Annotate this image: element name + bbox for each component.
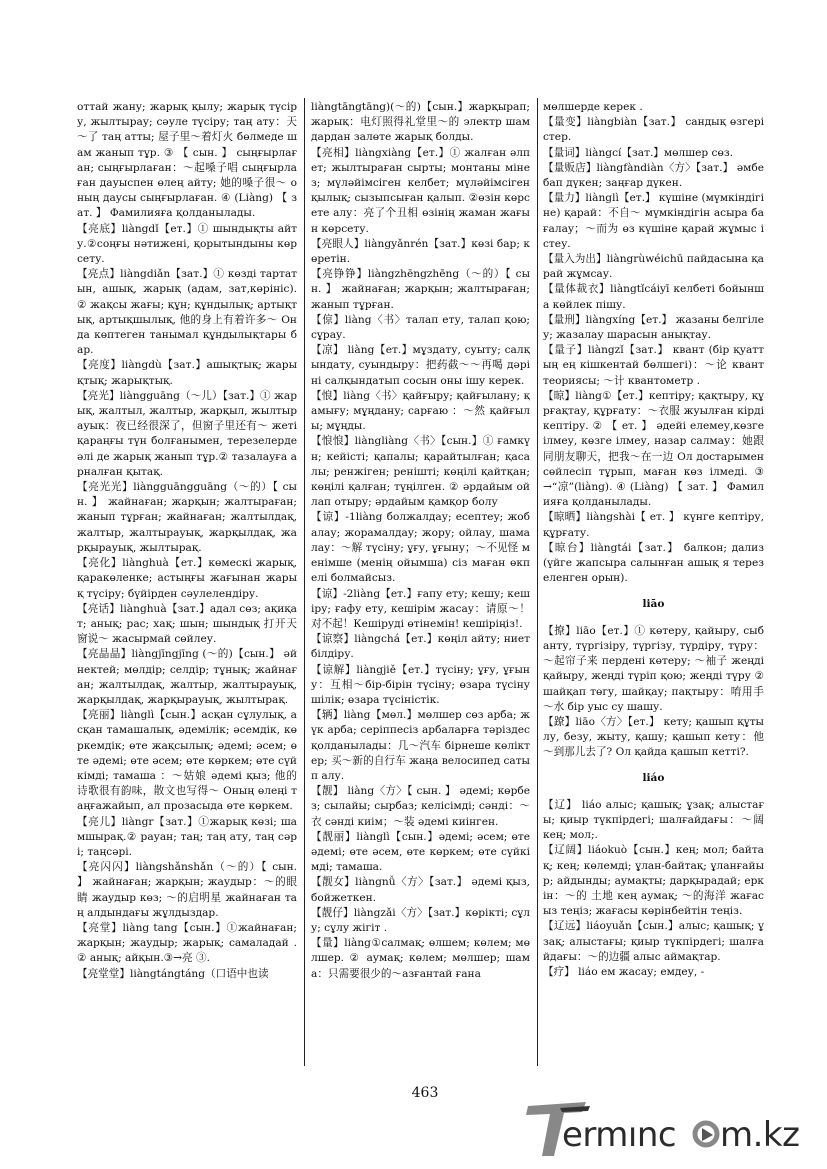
column-right [543, 100, 764, 1060]
dictionary-entry: 【疗】 liáo ем жасау; емдеу, - [543, 965, 705, 978]
dictionary-entry: liàngtāngtāng)(～的)【сын.】жарқырап; жарық：电灯照得礼堂里～的 электр шамдардан залөте жарық болды. [311, 101, 530, 144]
dictionary-entry: 【亮度】liàngdù【зат.】ашықтық; жарықтық; жарықтық. [77, 359, 297, 387]
dictionary-entry: 【亮相】liàngxiàng【ет.】① жалған әлпет; жылтыраған сырты; монтаны мінез; мүләйімсіген келбет; мүләйімсіген қылық; сызыпсыған қалып. ②өзін көрсете алу：亮了个丑相 өзінің жаман жағын көрсету. [311, 146, 530, 235]
column-middle [311, 100, 530, 1060]
dictionary-entry: 【量体裁衣】liàngtǐcáiyī келбеті бойынша көйлек пішу. [543, 283, 764, 311]
dictionary-entry: 【亮铮铮】liàngzhēngzhēng（～的）【 сын. 】 жайнаған; жарқын; жалтыраған; жанып тұрған. [311, 268, 530, 311]
dictionary-entry: 【量词】liàngcí【зат.】мөлшер сөз. [543, 146, 733, 159]
termincom-logo [524, 1100, 814, 1160]
dictionary-entry: 【靓】 liàng〈方〉【 сын. 】 әдемі; көрбез; сылайы; сырбаз; келісімді; сәнді：～衣 сәнді киім；～装 әдемі киінген. [311, 785, 530, 828]
dictionary-entry: 【晾晒】liàngshài【 ет. 】 күнге кептіру,құрғату. [543, 511, 764, 539]
dictionary-entry: 【量入为出】liàngrùwéichū пайдасына қарай жұмсау. [543, 253, 764, 281]
dictionary-entry: 【亮儿】liàngr【зат.】①жарық көзі; шамшырақ.② рауан; таң; таң ату, таң сәрі; таңсәрі. [77, 815, 297, 858]
dictionary-entry: 【量刑】liàngxíng【ет.】 жазаны белгілеу; жазалау шарасын анықтау. [543, 313, 764, 342]
dictionary-entry: 【悢】liàng〈书〉қайғыру; қайғылану; қамығу; мұңдану; сарғаю ：～然 қайғылы; мұңды. [311, 389, 530, 433]
dictionary-entry: 【亮光光】liàngguāngguāng（～的）【 сын. 】 жайнаған; жарқын; жалтыраған; жанып тұрған; жайнаған; жалтылдақ, жалтыр, жалтырауық, жарқылдақ, жарқырауық, жылтырақ. [77, 481, 297, 554]
column-divider [304, 98, 305, 1066]
section-heading: liáo [642, 771, 665, 784]
dictionary-entry: 【亮点】liàngdiǎn【зат.】① көзді тартатын, ашық, жарық (адам, зат,көрініс). ② жақсы жағы; құн; құндылық; артықтық, артықшылық, 他的身上有着许多～ Онда көптеген танымал құндылықтары бар. [77, 268, 297, 357]
dictionary-entry: 【凉】 liàng【ет.】мұздату, суыту; салқындату, суындыру：把药截～～再喝 дәріні салқындатып сосын оны ішу керек. [311, 344, 530, 387]
dictionary-entry: 【靓女】liàngnǚ〈方〉【зат.】 әдемі қыз,бойжеткен. [311, 876, 530, 904]
dictionary-entry: 【晾】liàng①【ет.】кептіру; қақтыру, құрғақтау, құрғату：～衣服 жуылған кірді кептіру. ② 【 ет. 】 әдейі елемеу,көзге ілмеу, көзге ілмеу, назар салмау：她跟同朋友聊天，把我～在一边 Ол достарымен сөйлесіп тұрып, маған көз ілмеді. ③→“凉”(liàng). ④ (Liàng) 【 зат. 】 Фамилияға қолданылады. [543, 389, 764, 509]
dictionary-entry: 【亮化】liànghuà【ет.】көмескі жарық, қаракөленке; астыңғы жағынан жарық түсіру; бүйірден сәулелендіру. [77, 557, 297, 600]
dictionary-entry: 【量子】liàngzǐ【зат.】 квант (бір қуаттың ең кішкентай бөлшегі)：～论 квант теориясы; ～计 квантометр . [543, 344, 764, 387]
dictionary-entry: 【辽】 liáo алыс; қашық; ұзақ; алыстағы; қиыр түкпірдегі; шалғайдағы：～阔 кең; мол;. [543, 798, 764, 842]
dictionary-entry: 【亮闪闪】liàngshǎnshǎn（～的）【 сын. 】 жайнаған; жарқын; жаудыр：～的眼睛 жаудыр көз; ～的启明星 жайнаған таң алдындағы жұлдыздар. [77, 861, 297, 919]
dictionary-entry: 【亮堂】liàng tang【сын.】①жайнаған; жарқын; жаудыр; жарық; самаладай .② анық; айқын.③→亮 ③. [77, 921, 297, 965]
page-number: 463 [411, 1085, 439, 1101]
dictionary-entry: 【量】liàng①салмақ; өлшем; көлем; мөлшер. ② аумақ; көлем; мөлшер; шама：只需要很少的～азғантай ғана [311, 937, 530, 980]
column-divider [537, 98, 538, 1066]
dictionary-entry: оттай жану; жарық қылу; жарық түсіру, жылтырау; сәуле түсіру; таң ату：天～了 таң атты; 屋子里～着灯火 бөлмеде шам жанып тұр. ③ 【 сын. 】 сыңғырлаған; сыңғырлаған：～起嗓子唱 сыңғырлаған дауыспен өлең айту; 她的嗓子很～ оның даусы сыңғырлаған. ④ (Liàng) 【 зат. 】 Фамилияға қолданылады. [77, 101, 297, 220]
svg-text:ermınc: ermınc [562, 1115, 677, 1155]
dictionary-entry: 【撩】liāo【ет.】① көтеру, қайыру, сыбанту, түргізіру, түргізу, түрдіру, түру：～起帘子来 пердені көтеру; ～袖子 жеңді қайыру, жеңді түріп қою; жеңді түру ② шайқап төгу, шайқау; пақтыру：唷用手～水 бір уыс су шашу. [543, 624, 764, 713]
dictionary-entry: 【亮晶晶】liàngjīngjīng (～的)【сын.】 әйнектей; мөлдір; селдір; тұнық; жайнаған; жалтылдақ, жалтыр, жалтырауық, жарқылдақ, жарқырауық, жылтырақ. [77, 648, 297, 706]
dictionary-entry: 【量力】liànglì【ет.】 күшіне (мүмкіндігіне) қарай：不自～ мүмкіндігін асыра бағалау；～而为 өз күшіне қарай жұмыс істеу. [543, 192, 764, 250]
dictionary-entry: 【量贩店】liàngfàndiàn〈方〉【зат.】 әмбебап дүкен; заңғар дүкен. [543, 161, 764, 190]
dictionary-entry: 【亮丽】liànglì【сын.】асқан сұлулық, асқан тамашалық, әдемілік; әсемдік, көркемдік; өте жақсылық; әдемі; әсем; өте әдемі; өте әсем; өте көркем; өте сүйкімді; тамаша ：～姑娘 әдемі қыз; 他的诗歌很有韵味，散文也写得～ Оның өлеңі таңғажайып, ал прозасыда өте көркем. [77, 709, 297, 813]
dictionary-entry: 【晾台】liàngtái【зат.】 балкон; дализ (үйге жапсыра салынған ашық я терезеленген орын). [543, 541, 764, 585]
section-heading: liāo [642, 597, 665, 610]
dictionary-entry: 【辆】liàng【мөл.】мөлшер сөз арба; жүк арба; серіппесіз арбаларға тәріздес қолданылады：几～汽车 бірнеше көліктер; 买～新的自行车 жаңа велосипед сатып алу. [311, 709, 530, 782]
dictionary-entry: мөлшерде керек . [543, 101, 643, 113]
dictionary-entry: 【辽阔】liáokuò【сын.】кең; мол; байтақ; кең; көлемді; ұлан-байтақ; ұланғайыр; айдынды; аумақты; дарқырадай; еркін：～的 土地 кең аумақ; ～的海洋 жағасыз теңіз; жағасы көрінбейтін теңіз. [543, 844, 764, 918]
dictionary-entry: 【谅解】liàngjiě【ет.】түсіну; ұғу, ұғыну：互相～бір-бірін түсіну; өзара түсінушілік; өзара түсіністік. [311, 663, 530, 706]
dictionary-entry: 【蹽】liāo〈方〉【ет.】 кету; қашып құтылу, безу, жыту, қашу; қашып кету：他～到那儿去了? Ол қайда қашып кетті?. [543, 715, 764, 759]
dictionary-entry: 【悢悢】liàngliàng〈书〉【сын.】① ғамкүн; кейісті; қапалы; қарайтылған; қасалы; ренжіген; реніштi; көңілі қайтқан; көңілі қалған; түңілген. ② әрдайым ойлап отыру; әрдайым қамқор болу [311, 435, 530, 509]
dictionary-entry: 【亮底】liàngdǐ【ет.】① шындықты айту.②соңғы нәтижені, қорытындыны көрсету. [77, 222, 297, 266]
dictionary-entry: 【亮眼人】liàngyǎnrén【зат.】көзі бар; көретін. [311, 237, 530, 266]
dictionary-entry: 【亮堂堂】liàngtángtáng（口语中也读 [77, 967, 269, 980]
dictionary-entry: 【靓仔】liàngzǎi〈方〉【зат.】көрікті; сұлу; сұлу жігіт . [311, 906, 530, 934]
column-left [77, 100, 297, 1060]
dictionary-entry: 【亮话】liànghuà【зат.】адал сөз; ақиқат; анық; рас; хақ; шын; шындық 打开天窗说～ жасырмай сөйлеу. [77, 602, 297, 646]
dictionary-entry: 【谅察】liàngchá【ет.】көңіл айту; ниет білдіру. [311, 633, 530, 661]
dictionary-entry: 【谅】-2liàng【ет.】ғапу ету; кешу; кешіру; ғафу ету, кешірім жасау：请原～！对不起！Кешіруді өтінемін! кешіріңіз!. [311, 587, 530, 630]
dictionary-entry: 【谅】-1liàng болжалдау; есептеу; жобалау; жорамалдау; жору; ойлау, шамалау：～解 түсіну; ұғу, ұғыну；～不见怪 менімше (менің ойымша) сіз маған өкпелі болмайсыз. [311, 511, 530, 585]
dictionary-entry: 【亮光】liàngguāng（～儿）【зат.】① жарық, жалтыл, жалтыр, жарқыл, жылтырауық：夜已经很深了，但窗子里还有～ жеті қараңғы түн болғанымен, терезелерде әлі де жарық жанып тұр.② тазалауға арналған қытақ. [77, 389, 297, 478]
svg-text:m.kz: m.kz [720, 1115, 800, 1155]
dictionary-entry: 【靓丽】liànglì【сын.】әдемі; әсем; өте әдемі; өте әсем, өте көркем; өте сүйкімді; тамаша. [311, 830, 530, 874]
dictionary-entry: 【量变】liàngbiàn【зат.】 сандық өзгерістер. [543, 116, 764, 144]
dictionary-entry: 【倞】liàng〈书〉талап ету, талап қою; сұрау. [311, 313, 530, 342]
dictionary-entry: 【辽远】liáoyuǎn【сын.】алыс; қашық; ұзақ; алыстағы; қиыр түкпірдегі; шалғайдағы：～的边疆 алыс аймақтар. [543, 920, 764, 963]
